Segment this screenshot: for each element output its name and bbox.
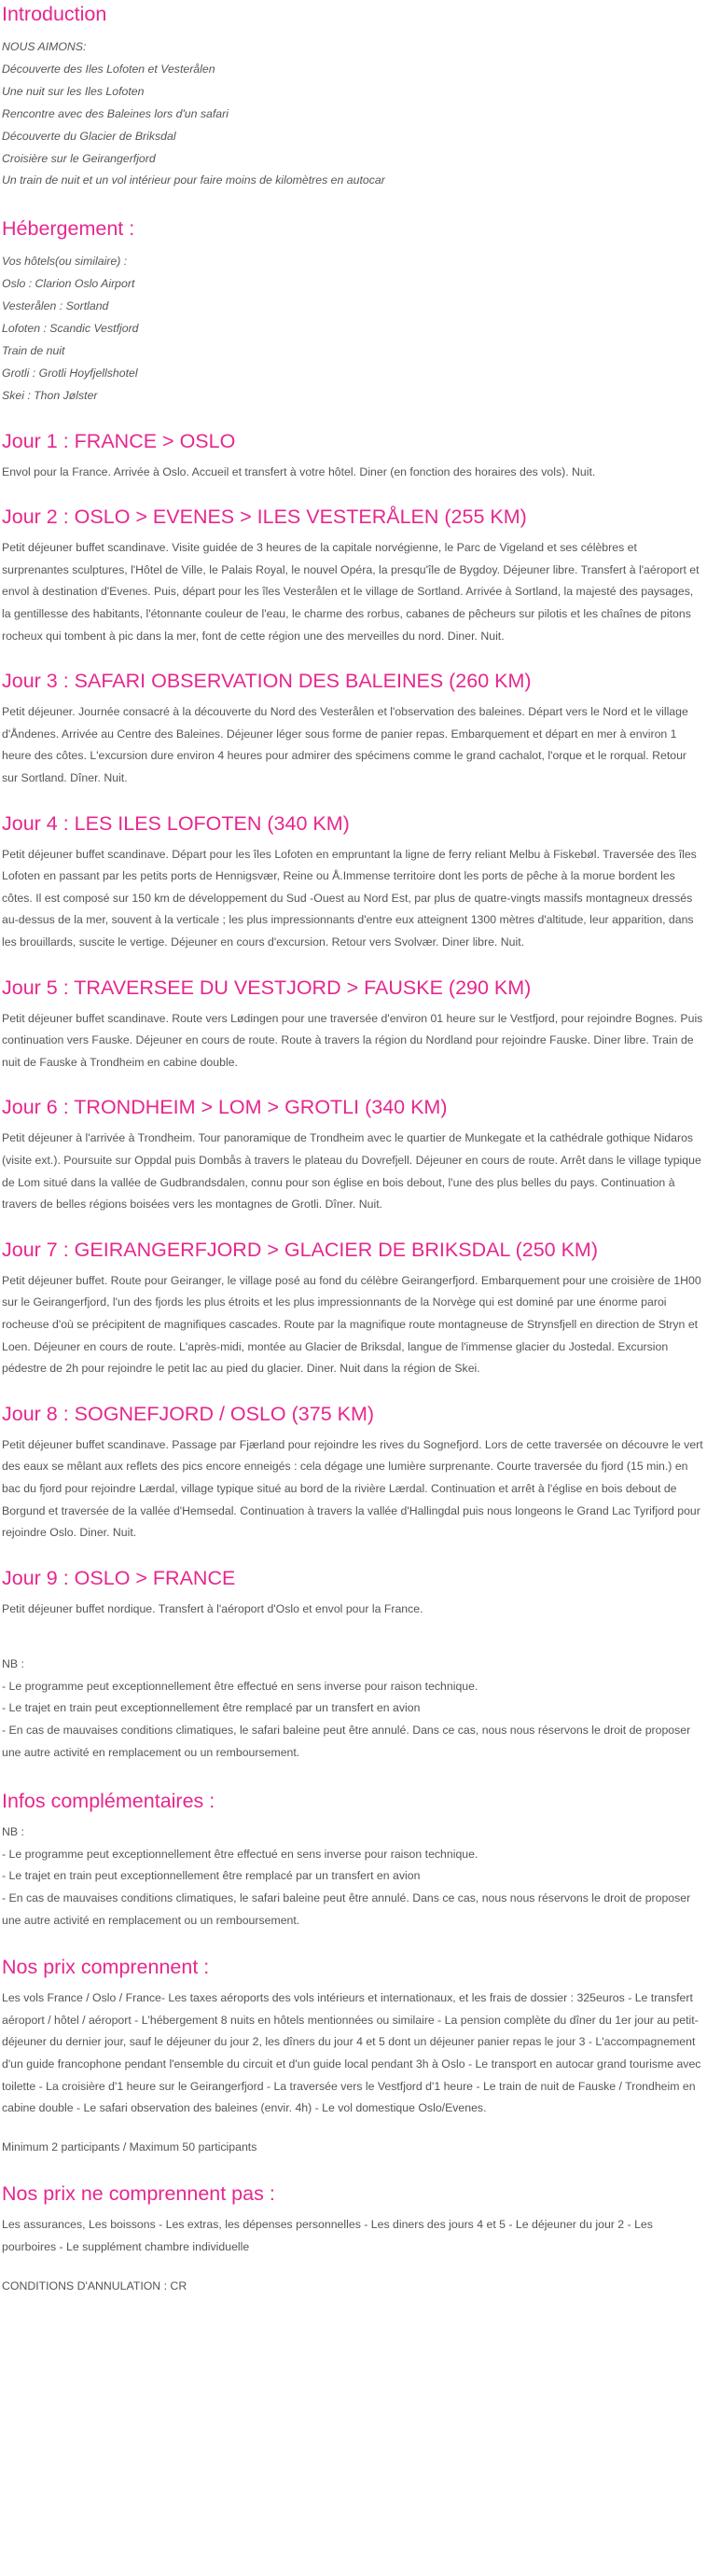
prix-ne-comprennent-heading: Nos prix ne comprennent pas : <box>2 2182 275 2206</box>
day-9-text: Petit déjeuner buffet nordique. Transfert à l'aéroport d'Oslo et envol pour la France. <box>2 1601 423 1615</box>
day-8-text: Petit déjeuner buffet scandinave. Passage par Fjærland pour rejoindre les rives du Sognefjord. Lors de cette traversée on découvre le vert des eaux se mêlant aux reflets des pics encore enneigés : cela dégage une lumière surprenante. Courte traversée du fjord (15 min.) en bac du fjord pour rejoindre Lærdal, village typique situé au bord de la rivière Lærdal. Continuation et arrêt à l'église en bois debout de Borgund et traversée de la vallée d'Hemsedal. Continuation à travers la vallée d'Hallingdal puis nous longeons le Grand Lac Tyrifjord pour rejoindre Oslo. Diner. Nuit. <box>2 1437 703 1540</box>
day-2-text: Petit déjeuner buffet scandinave. Visite guidée de 3 heures de la capitale norvégienne, le Parc de Vigeland et ses célèbres et surprenantes sculptures, l'Hôtel de Ville, le Palais Royal, le nouvel Opéra, la presqu'île de Bygdoy. Déjeuner libre. Transfert à l'aéroport et envol à destination d'Evenes. Puis, départ pour les îles Vesterålen et le village de Sortland. Arrivée à Sortland, la majesté des paysages, la gentillesse des habitants, l'étonnante couleur de l'eau, le charme des rorbus, cabanes de pêcheurs sur pilotis et les chaînes de pitons rocheux qui tombent à pic dans la mer, font de cette région une des merveilles du nord. Diner. Nuit. <box>2 541 700 643</box>
intro-line: NOUS AIMONS: <box>2 40 87 53</box>
intro-line: Rencontre avec des Baleines lors d'un safari <box>2 106 229 120</box>
day-3-heading: Jour 3 : SAFARI OBSERVATION DES BALEINES (260 KM) <box>2 670 532 693</box>
nb-block <box>2 1654 703 1764</box>
intro-line: Un train de nuit et un vol intérieur pour faire moins de kilomètres en autocar <box>2 173 385 187</box>
hebergement-line: Vos hôtels(ou similaire) : <box>2 255 128 269</box>
hebergement-line: Train de nuit <box>2 343 65 357</box>
participants-text: Minimum 2 participants / Maximum 50 participants <box>2 2140 257 2154</box>
day-5-text: Petit déjeuner buffet scandinave. Route vers Lødingen pour une traversée d'environ 01 heure sur le Vestfjord, pour rejoindre Bognes. Puis continuation vers Fauske. Déjeuner en cours de route. Route à travers la région du Nordland pour rejoindre Fauske. Diner libre. Train de nuit de Fauske à Trondheim en cabine double. <box>2 1011 703 1069</box>
intro-line: Découverte des Iles Lofoten et Vesterålen <box>2 62 215 76</box>
day-7-text: Petit déjeuner buffet. Route pour Geiranger, le village posé au fond du célèbre Geirangerfjord. Embarquement pour une croisière de 1H00 sur le Geirangerfjord, l'un des fjords les plus étroits et les plus impressionnants de la Norvège qui est dominé par une énorme paroi rocheuse d'où se précipitent de magnifiques cascades. Route par la magnifique route montagneuse de Strynsfjell en direction de Stryn et Loen. Déjeuner en cours de route. L'après-midi, montée au Glacier de Briksdal, langue de l'immense glacier du Jostedal. Excursion pédestre de 2h pour rejoindre le petit lac au pied du glacier. Diner. Nuit dans la région de Skei. <box>2 1273 701 1376</box>
hebergement-line: Vesterålen : Sortland <box>2 299 109 313</box>
hebergement-line: Lofoten : Scandic Vestfjord <box>2 322 139 336</box>
intro-line: Une nuit sur les Iles Lofoten <box>2 84 145 98</box>
nb-line: NB : <box>2 1657 24 1671</box>
day-4-text: Petit déjeuner buffet scandinave. Départ pour les îles Lofoten en empruntant la ligne de ferry reliant Melbu à Fiskebøl. Traversée des îles Lofoten en passant par les petits ports de Hennigsvær, Reine ou Å.Immense territoire dont les ports de pêche à la morue bordent les côtes. Il est composé sur 150 km de développement du Sud -Ouest au Nord Est, par plus de quatre-vingts massifs montagneux dressés au-dessus de la mer, souvent à la verticale ; les plus impressionnants d'entre eux atteignent 1300 mètres d'altitude, leur apparition, dans les brouillards, suscite le vertige. Déjeuner en cours d'excursion. Retour vers Svolvær. Diner libre. Nuit. <box>2 847 697 949</box>
nb-line: - Le programme peut exceptionnellement être effectué en sens inverse pour raison technique. <box>2 1679 478 1693</box>
page <box>0 1 707 2297</box>
nb-line: - En cas de mauvaises conditions climatiques, le safari baleine peut être annulé. Dans ce cas, nous nous réservons le droit de proposer une autre activité en remplacement ou un remboursement. <box>2 1724 691 1759</box>
infos-line: - En cas de mauvaises conditions climatiques, le safari baleine peut être annulé. Dans ce cas, nous nous réservons le droit de proposer une autre activité en remplacement ou un remboursement. <box>2 1891 691 1927</box>
nb-line: - Le trajet en train peut exceptionnellement être remplacé par un transfert en avion <box>2 1701 421 1715</box>
infos-heading: Infos complémentaires : <box>2 1790 215 1813</box>
infos-block <box>2 1821 703 1932</box>
intro-heading: Introduction <box>2 3 107 25</box>
intro-line: Découverte du Glacier de Briksdal <box>2 129 176 143</box>
prix-comprennent-text: Les vols France / Oslo / France- Les taxes aéroports des vols intérieurs et internationaux, et les frais de dossier : 325euros - Le transfert aéroport / hôtel / aéroport - L'hébergement 8 nuits en hôtels mentionnées ou similaire - La pension complète du dîner du 1er jour au petit-déjeuner du dernier jour, sauf le déjeuner du jour 2, les dîners du jour 4 et 5 dont un déjeuner panier repas le jour 3 - L'accompagnement d'un guide francophone pendant l'ensemble du circuit et d'un guide local pendant 3h à Oslo - Le transport en autocar grand tourisme avec toilette - La croisière d'1 heure sur le Geirangerfjord - La traversée vers le Vestfjord d'1 heure - Le train de nuit de Fauske / Trondheim en cabine double - Le safari observation des baleines (envir. 4h) - Le vol domestique Oslo/Evenes. <box>2 1991 701 2115</box>
hebergement-heading: Hébergement : <box>2 217 135 241</box>
day-7-heading: Jour 7 : GEIRANGERFJORD > GLACIER DE BRIKSDAL (250 KM) <box>2 1238 598 1261</box>
day-9-heading: Jour 9 : OSLO > FRANCE <box>2 1566 236 1589</box>
day-2-heading: Jour 2 : OSLO > EVENES > ILES VESTERÅLEN (255 KM) <box>2 506 527 529</box>
annulation-text: CONDITIONS D'ANNULATION : CR <box>2 2278 187 2292</box>
hebergement-line: Oslo : Clarion Oslo Airport <box>2 277 135 291</box>
hebergement-list <box>2 251 703 407</box>
intro-list <box>2 36 703 192</box>
hebergement-line: Skei : Thon Jølster <box>2 388 98 402</box>
intro-line: Croisière sur le Geirangerfjord <box>2 151 156 165</box>
infos-line: - Le trajet en train peut exceptionnellement être remplacé par un transfert en avion <box>2 1869 421 1883</box>
hebergement-line: Grotli : Grotli Hoyfjellshotel <box>2 366 138 380</box>
day-6-heading: Jour 6 : TRONDHEIM > LOM > GROTLI (340 KM) <box>2 1096 448 1119</box>
day-8-heading: Jour 8 : SOGNEFJORD / OSLO (375 KM) <box>2 1402 375 1425</box>
prix-comprennent-heading: Nos prix comprennent : <box>2 1956 210 1979</box>
day-5-heading: Jour 5 : TRAVERSEE DU VESTJORD > FAUSKE (290 KM) <box>2 976 532 999</box>
prix-ne-comprennent-text: Les assurances, Les boissons - Les extras, les dépenses personnelles - Les diners des jours 4 et 5 - Le déjeuner du jour 2 - Les pourboires - Le supplément chambre individuelle <box>2 2218 653 2253</box>
day-6-text: Petit déjeuner à l'arrivée à Trondheim. Tour panoramique de Trondheim avec le quartier de Munkegate et la cathédrale gothique Nidaros (visite ext.). Poursuite sur Oppdal puis Dombås à travers le plateau du Dovrefjell. Déjeuner en cours de route. Arrêt dans le village typique de Lom situé dans la vallée de Gudbrandsdalen, connu pour son église en bois debout, l'une des plus belles du pays. Continuation à travers de belles régions boisées vers les montagnes de Grotli. Dîner. Nuit. <box>2 1131 701 1212</box>
day-1-heading: Jour 1 : FRANCE > OSLO <box>2 429 236 452</box>
infos-line: NB : <box>2 1825 24 1839</box>
day-1-text: Envol pour la France. Arrivée à Oslo. Accueil et transfert à votre hôtel. Diner (en fonction des horaires des vols). Nuit. <box>2 464 596 478</box>
infos-line: - Le programme peut exceptionnellement être effectué en sens inverse pour raison technique. <box>2 1847 478 1861</box>
day-4-heading: Jour 4 : LES ILES LOFOTEN (340 KM) <box>2 811 350 835</box>
day-3-text: Petit déjeuner. Journée consacré à la découverte du Nord des Vesterålen et l'observation des baleines. Départ vers le Nord et le village d'Åndenes. Arrivée au Centre des Baleines. Déjeuner léger sous forme de panier repas. Embarquement et départ en mer à environ 1 heure des côtes. L'excursion dure environ 4 heures pour admirer des spécimens comme le grand cachalot, l'orque et le rorqual. Retour sur Sortland. Dîner. Nuit. <box>2 705 688 785</box>
